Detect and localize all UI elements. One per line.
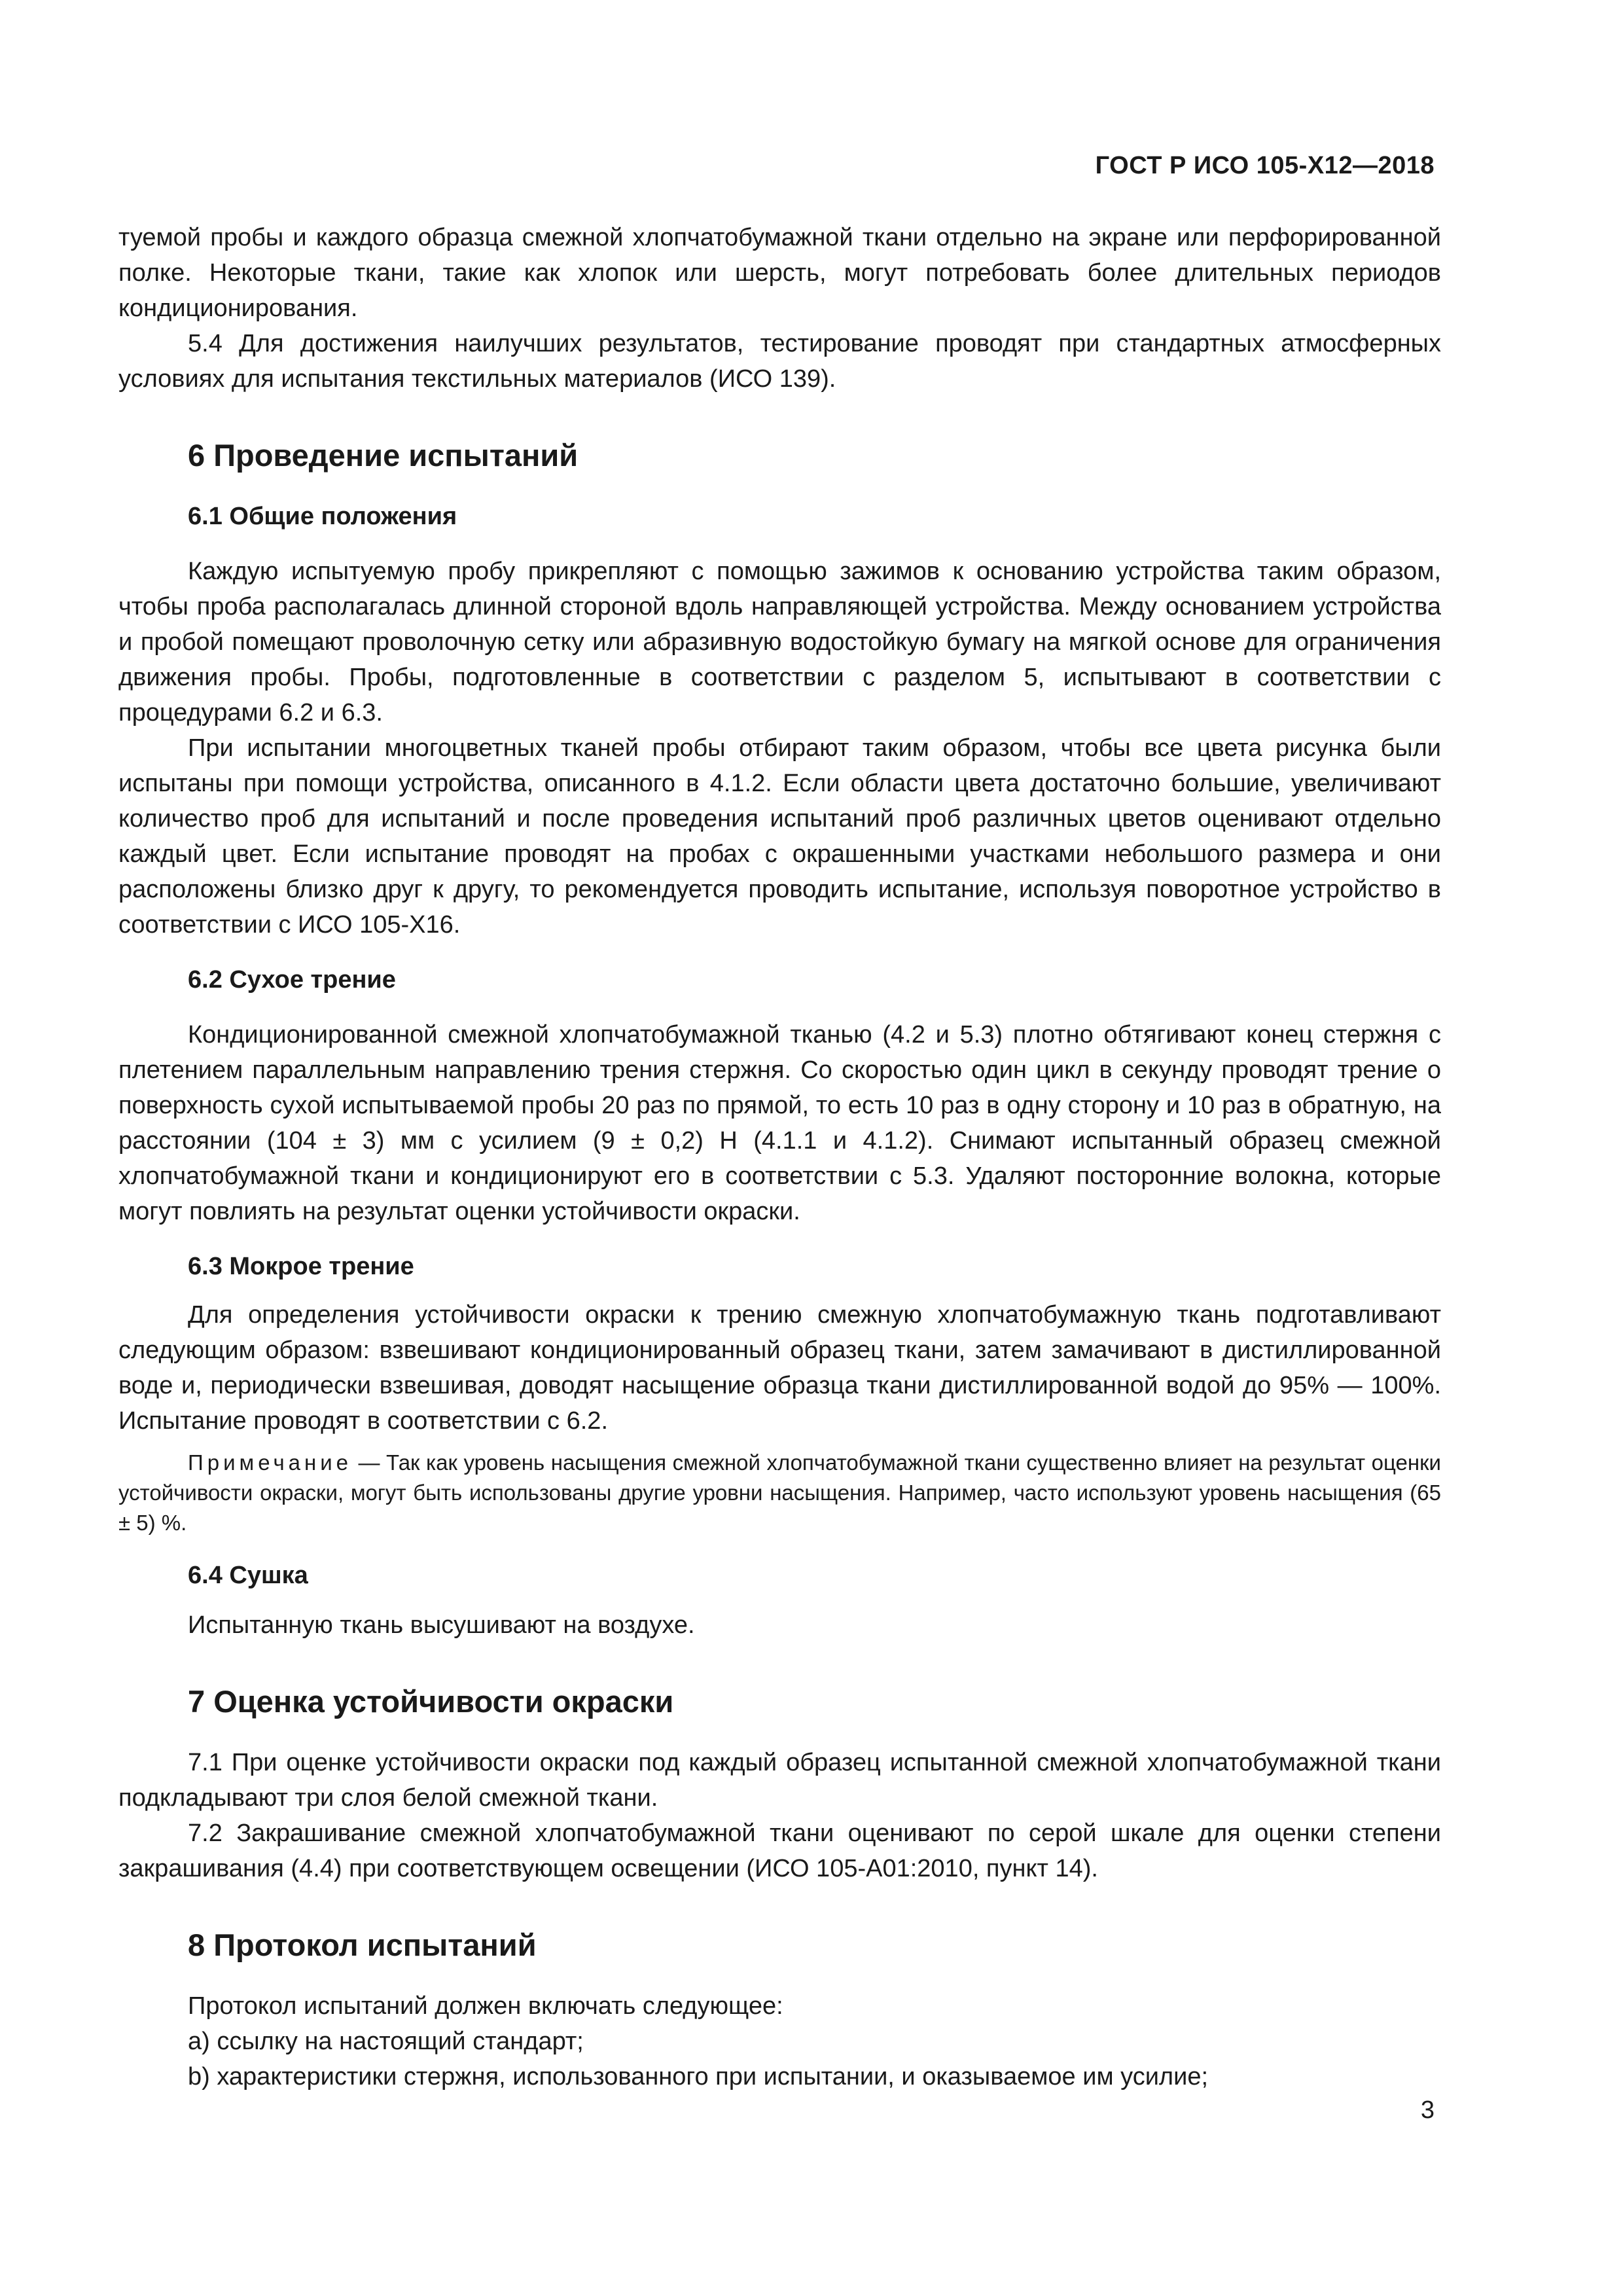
document-code: ГОСТ Р ИСО 105-X12—2018: [1095, 152, 1435, 179]
note-label: Примечание: [188, 1450, 353, 1475]
subsection-6-4-title: 6.4 Сушка: [188, 1562, 308, 1589]
list-item-b: b) характеристики стержня, использованного при испытании, и оказываемое им усилие;: [188, 2063, 1209, 2090]
subsection-6-2-title: 6.2 Сухое трение: [188, 966, 396, 994]
page-content: [118, 220, 1441, 2094]
note-6-3: [118, 1448, 1441, 1538]
paragraph-6-4: Испытанную ткань высушивают на воздухе.: [188, 1611, 695, 1639]
paragraph-6-2: Кондиционированной смежной хлопчатобумажной тканью (4.2 и 5.3) плотно обтягивают конец стержня с плетением параллельным направлению трения стержня. Со скоростью один цикл в секунду проводят трение о поверхность сухой испытываемой пробы 20 раз по прямой, то есть 10 раз в одну сторону и 10 раз в обратную, на расстоянии (104 ± 3) мм с усилием (9 ± 0,2) Н (4.1.1 и 4.1.2). Снимают испытанный образец смежной хлопчатобумажной ткани и кондиционируют его в соответствии с 5.3. Удаляют посторонние волокна, которые могут повлиять на результат оценки устойчивости окраски.: [118, 1021, 1441, 1225]
list-item-a: a) ссылку на настоящий стандарт;: [188, 2028, 584, 2055]
subsection-6-1-title: 6.1 Общие положения: [188, 503, 457, 530]
section-7-title: 7 Оценка устойчивости окраски: [188, 1684, 674, 1719]
paragraph-6-3: Для определения устойчивости окраски к трению смежную хлопчатобумажную ткань подготавливают следующим образом: взвешивают кондиционированный образец ткани, затем замачивают в дистиллированной воде и, периодически взвешивая, доводят насыщение образца ткани дистиллированной водой до 95% — 100%. Испытание проводят в соответствии с 6.2.: [118, 1301, 1441, 1435]
paragraph-6-1-b: При испытании многоцветных тканей пробы отбирают таким образом, чтобы все цвета рисунка были испытаны при помощи устройства, описанного в 4.1.2. Если области цвета достаточно большие, увеличивают количество проб для испытаний и после проведения испытаний проб различных цветов оценивают отдельно каждый цвет. Если испытание проводят на пробах с окрашенными участками небольшого размера и они расположены близко друг к другу, то рекомендуется проводить испытание, используя поворотное устройство в соответствии с ИСО 105-X16.: [118, 734, 1441, 939]
section-8-title: 8 Протокол испытаний: [188, 1928, 537, 1962]
section-6-title: 6 Проведение испытаний: [188, 438, 579, 473]
paragraph-8-intro: Протокол испытаний должен включать следующее:: [188, 1992, 783, 2020]
paragraph-5-4: 5.4 Для достижения наилучших результатов, тестирование проводят при стандартных атмосферных условиях для испытания текстильных материалов (ИСО 139).: [118, 330, 1441, 393]
paragraph-7-2: 7.2 Закрашивание смежной хлопчатобумажной ткани оценивают по серой шкале для оценки степени закрашивания (4.4) при соответствующем освещении (ИСО 105-A01:2010, пункт 14).: [118, 1820, 1441, 1882]
paragraph-7-1: 7.1 При оценке устойчивости окраски под каждый образец испытанной смежной хлопчатобумажной ткани подкладывают три слоя белой смежной ткани.: [118, 1749, 1441, 1812]
paragraph-6-1-a: Каждую испытуемую пробу прикрепляют с помощью зажимов к основанию устройства таким образом, чтобы проба располагалась длинной стороной вдоль направляющей устройства. Между основанием устройства и пробой помещают проволочную сетку или абразивную водостойкую бумагу на мягкой основе для ограничения движения пробы. Пробы, подготовленные в соответствии с разделом 5, испытывают в соответствии с процедурами 6.2 и 6.3.: [118, 558, 1441, 726]
note-text: — Так как уровень насыщения смежной хлопчатобумажной ткани существенно влияет на результат оценки устойчивости окраски, могут быть использованы другие уровни насыщения. Например, часто используют уровень насыщения (65 ± 5) %.: [118, 1450, 1441, 1535]
subsection-6-3-title: 6.3 Мокрое трение: [188, 1253, 414, 1280]
page-number: 3: [1420, 2096, 1435, 2124]
intro-paragraph-continued: туемой пробы и каждого образца смежной хлопчатобумажной ткани отдельно на экране или перфорированной полке. Некоторые ткани, такие как хлопок или шерсть, могут потребовать более длительных периодов кондиционирования.: [118, 224, 1441, 322]
